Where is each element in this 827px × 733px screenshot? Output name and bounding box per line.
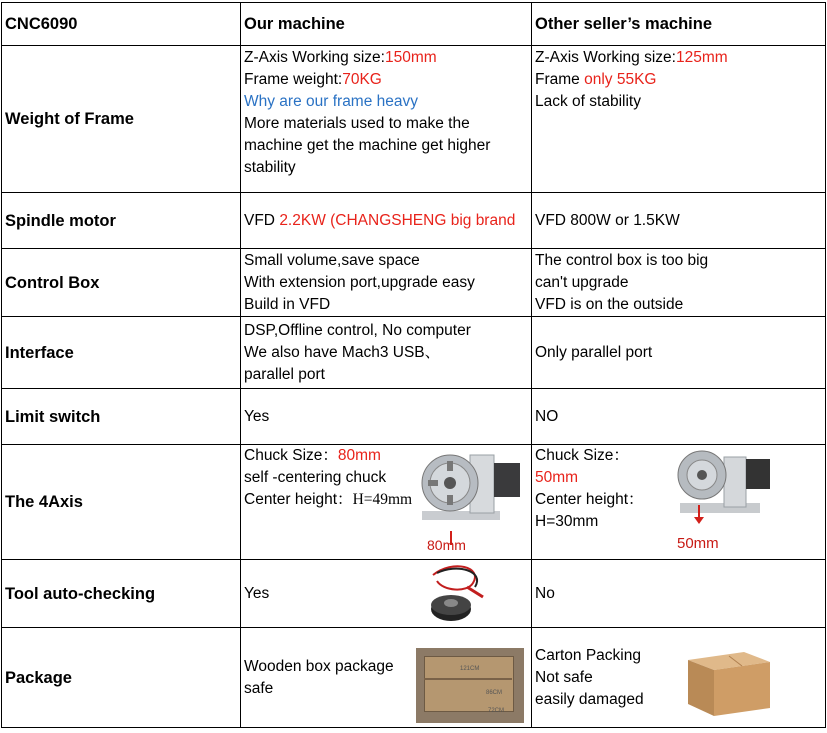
axis4-other-chuck-label: Chuck Size： [535,447,629,464]
control-ours-line-2: With extension port,upgrade easy [244,273,475,291]
row-label-frame: Weight of Frame [2,46,241,193]
row-label-package: Package [2,628,241,728]
wooden-box-image [416,648,524,723]
frame-ours-reason-3: stability [244,159,296,176]
frame-ours-weight-label: Frame weight: [244,71,343,88]
row-package [2,628,826,728]
frame-other-stability: Lack of stability [535,93,641,110]
axis4-ours-cell [241,445,532,560]
package-ours-line-2: safe [244,679,274,697]
axis4-ours-height-value: H=49mm [352,491,413,508]
interface-ours-cell [241,317,532,389]
spindle-ours-prefix: VFD [244,211,280,229]
spindle-ours-value: 2.2KW (CHANGSHENG big brand [279,211,516,229]
wooden-box-length: 121CM [460,666,480,672]
package-ours-line-1: Wooden box package [244,657,394,675]
axis4-ours-chuck-label: Chuck Size： [244,447,338,464]
frame-ours-zaxis-label: Z-Axis Working size: [244,49,385,66]
tool-other-cell: No [532,560,826,628]
axis4-other-height-label: Center height： [535,491,644,508]
row-limit-switch [2,389,826,445]
frame-ours-question: Why are our frame heavy [244,93,419,110]
spindle-other-cell: VFD 800W or 1.5KW [532,193,826,249]
frame-other-weight-value: only 55KG [584,71,657,88]
axis4-other-dimension: 50mm [677,535,719,552]
interface-ours-line-1: DSP,Offline control, No computer [244,321,471,339]
frame-other-zaxis-label: Z-Axis Working size: [535,49,676,66]
package-other-line-3: easily damaged [535,690,644,708]
wooden-box-width: 86CM [486,690,503,696]
interface-ours-line-3: parallel port [244,365,325,383]
frame-other-zaxis-value: 125mm [675,49,728,66]
header-row [2,3,826,46]
row-spindle [2,193,826,249]
tool-ours-value: Yes [244,584,270,602]
control-ours-line-3: Build in VFD [244,295,331,313]
spindle-ours-cell [241,193,532,249]
frame-ours-weight [244,69,531,91]
row-label-control-box: Control Box [2,249,241,317]
row-label-spindle: Spindle motor [2,193,241,249]
axis4-other-height-value: H=30mm [535,513,599,530]
package-other-line-1: Carton Packing [535,646,641,664]
limit-other-cell: NO [532,389,826,445]
frame-other-weight-label: Frame [535,71,585,88]
axis4-other-dimension-line [698,505,700,517]
row-label-tool-checking: Tool auto-checking [2,560,241,628]
package-other-cell [532,628,826,728]
rotary-axis-ours-image [414,449,524,529]
row-control-box [2,249,826,317]
interface-ours-line-2: We also have Mach3 USB、 [244,343,441,361]
control-other-line-1: The control box is too big [535,251,709,269]
row-tool-checking [2,560,826,628]
frame-ours-reason-1: More materials used to make the [244,115,470,132]
interface-other-cell: Only parallel port [532,317,826,389]
row-label-interface: Interface [2,317,241,389]
limit-ours-cell: Yes [241,389,532,445]
package-ours-cell [241,628,532,728]
tool-ours-cell [241,560,532,628]
wooden-box-height: 72CM [488,708,505,714]
control-other-line-2: can't upgrade [535,273,629,291]
frame-ours-weight-value: 70KG [342,71,382,88]
control-ours-cell [241,249,532,317]
axis4-other-cell [532,445,826,560]
frame-other-zaxis [535,47,825,69]
tool-sensor-image [423,563,493,625]
header-other-machine: Other seller’s machine [532,3,826,46]
row-4axis [2,445,826,560]
row-label-limit-switch: Limit switch [2,389,241,445]
frame-ours-cell [241,46,532,193]
header-model: CNC6090 [2,3,241,46]
row-frame [2,46,826,193]
frame-ours-zaxis-value: 150mm [384,49,437,66]
carton-box-image [682,638,778,722]
control-other-cell [532,249,826,317]
comparison-table [1,2,826,728]
control-other-line-3: VFD is on the outside [535,295,684,313]
rotary-axis-other-image [670,447,780,522]
frame-other-cell [532,46,826,193]
frame-ours-reason-2: machine get the machine get higher [244,137,491,154]
axis4-other-dimension-arrowhead [694,517,704,524]
row-label-4axis: The 4Axis [2,445,241,560]
axis4-other-chuck-value: 50mm [535,469,579,486]
frame-other-weight [535,69,825,91]
axis4-ours-self-centering: self -centering chuck [244,469,387,486]
axis4-ours-height-label: Center height： [244,491,353,508]
axis4-ours-chuck-value: 80mm [337,447,381,464]
control-ours-line-1: Small volume,save space [244,251,420,269]
row-interface [2,317,826,389]
package-other-line-2: Not safe [535,668,593,686]
axis4-ours-dimension: 80mm [427,537,466,553]
header-our-machine: Our machine [241,3,532,46]
frame-ours-zaxis [244,47,531,69]
